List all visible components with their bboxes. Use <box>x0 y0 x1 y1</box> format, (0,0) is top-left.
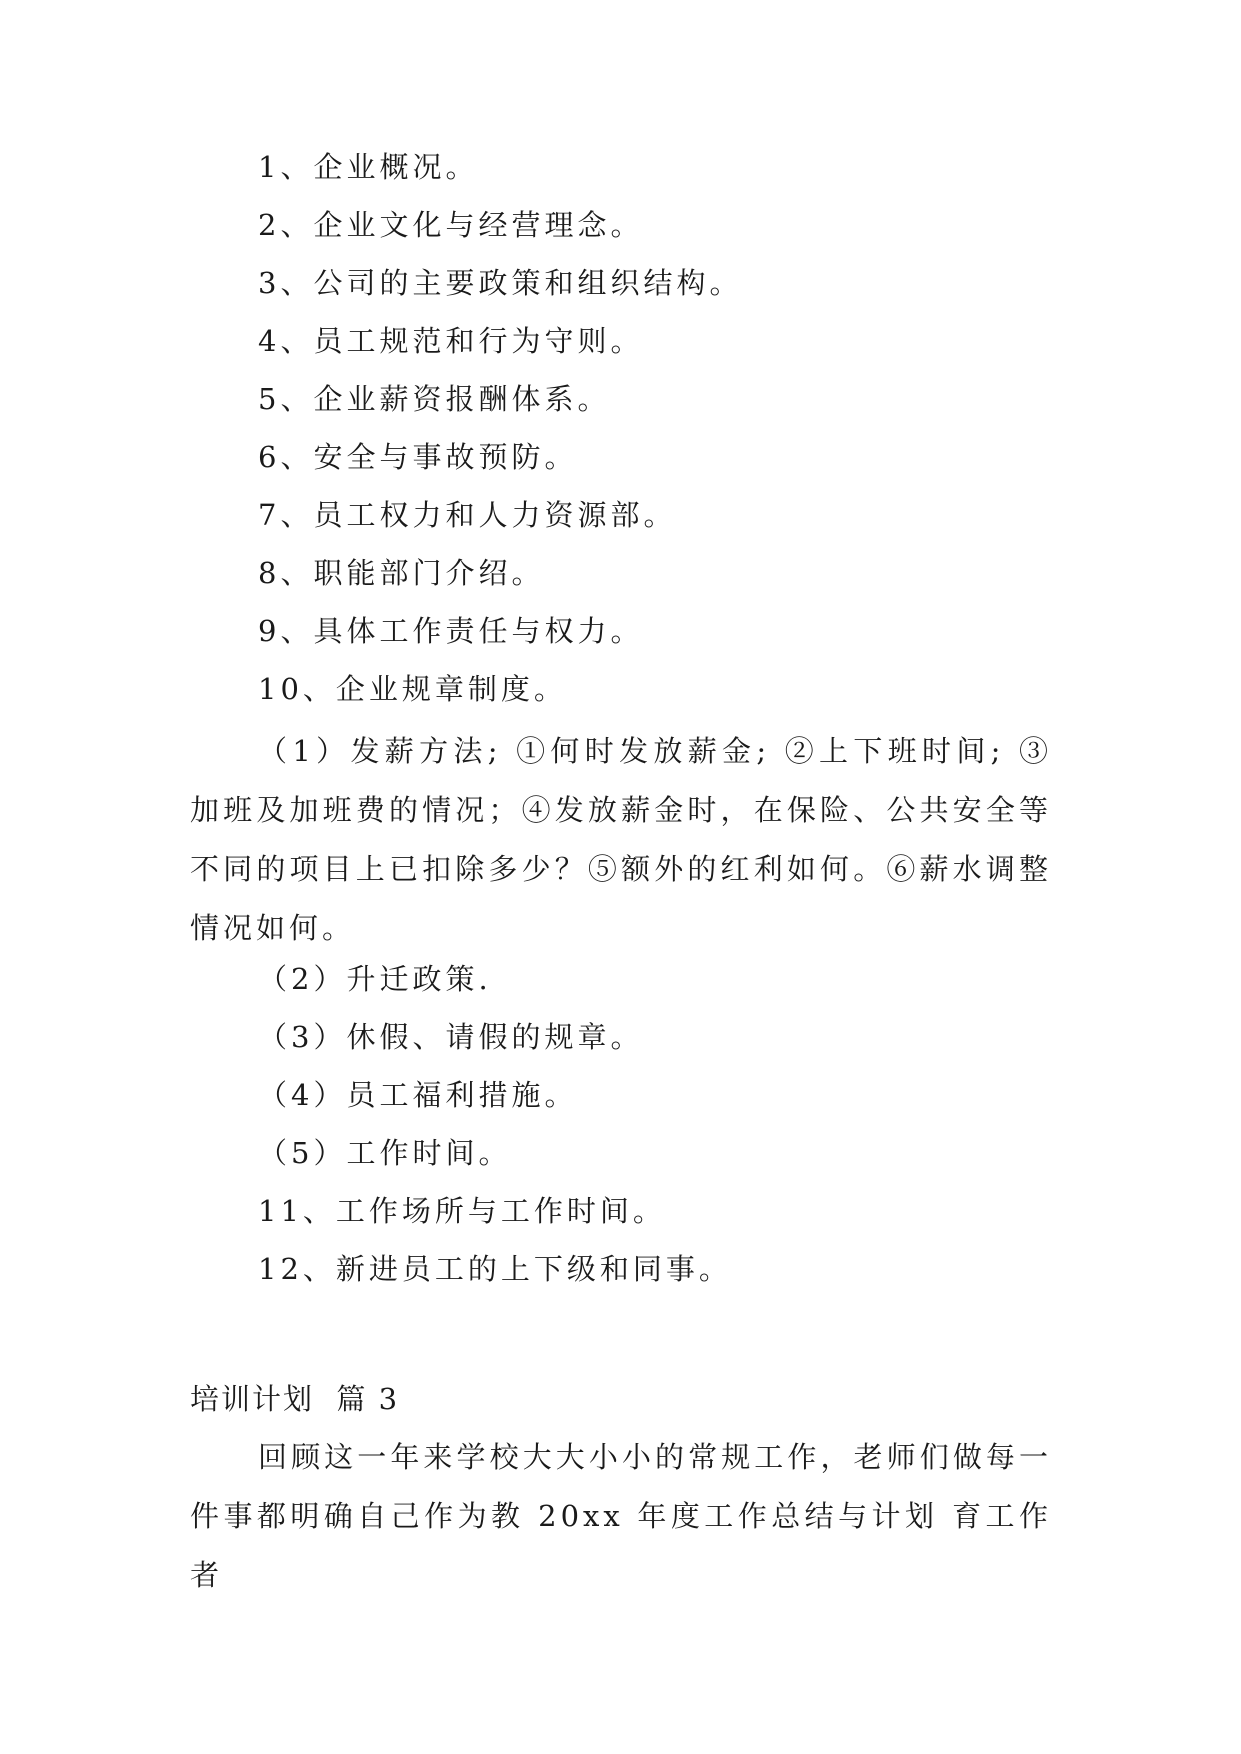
list-item: 10、企业规章制度。 <box>258 672 567 706</box>
list-item: 2、企业文化与经营理念。 <box>258 208 644 242</box>
sub-list-item: （4）员工福利措施。 <box>258 1078 578 1112</box>
sub-list-item: （2）升迁政策. <box>258 962 492 996</box>
list-item: 5、企业薪资报酬体系。 <box>258 382 611 416</box>
list-item: 4、员工规范和行为守则。 <box>258 324 644 358</box>
sub-list-item: （3）休假、请假的规章。 <box>258 1020 644 1054</box>
list-item: 12、新进员工的上下级和同事。 <box>258 1252 732 1286</box>
list-item: 7、员工权力和人力资源部。 <box>258 498 677 532</box>
list-item: 1、企业概况。 <box>258 150 479 184</box>
list-item: 9、具体工作责任与权力。 <box>258 614 644 648</box>
list-item: 6、安全与事故预防。 <box>258 440 578 474</box>
section-heading: 培训计划 篇 3 <box>190 1382 400 1416</box>
list-item: 8、职能部门介绍。 <box>258 556 545 590</box>
closing-paragraph: 回顾这一年来学校大大小小的常规工作，老师们做每一件事都明确自己作为教 20xx 年度工作总结与计划 育工作者 <box>190 1440 1052 1592</box>
pay-method-paragraph: （1）发薪方法; ①何时发放薪金; ②上下班时间; ③加班及加班费的情况；④发放薪金时，在保险、公共安全等不同的项目上已扣除多少？⑤额外的红利如何。⑥薪水调整情况如何。 <box>190 734 1052 945</box>
sub-list-item: （5）工作时间。 <box>258 1136 512 1170</box>
list-item: 3、公司的主要政策和组织结构。 <box>258 266 743 300</box>
list-item: 11、工作场所与工作时间。 <box>258 1194 666 1228</box>
